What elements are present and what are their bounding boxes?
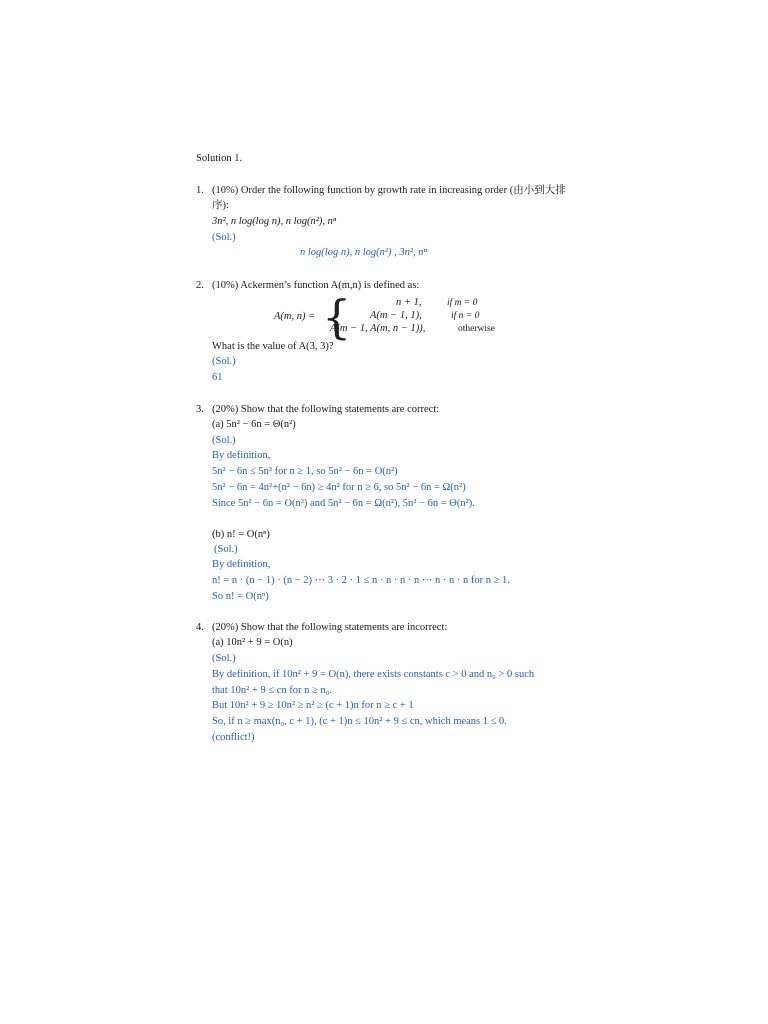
q3-prompt: (20%) Show that the following statements are correct: bbox=[212, 404, 440, 415]
q4-line3: But 10n² + 9 ≥ 10n² ≥ n² ≥ (c + 1)n for n ≥ c + 1 bbox=[212, 700, 414, 711]
q1-number: 1. bbox=[196, 185, 204, 196]
q1-functions: 3n², n log(log n), n log(n²), nⁿ bbox=[212, 216, 337, 227]
q2-brace: { bbox=[322, 290, 352, 344]
q4-number: 4. bbox=[196, 622, 204, 633]
q2-number: 2. bbox=[196, 280, 204, 291]
q3b-statement: (b) n! = O(nⁿ) bbox=[212, 529, 270, 540]
q1-sol-label: (Sol.) bbox=[212, 232, 236, 243]
q3a-line3: 5n² − 6n = 4n²+(n² − 6n) ≥ 4n² for n ≥ 6, so 5n² − 6n = Ω(n²) bbox=[212, 482, 466, 493]
q2-cond2: if n = 0 bbox=[451, 311, 480, 321]
q3a-line1: By definition, bbox=[212, 450, 271, 461]
q3-number: 3. bbox=[196, 404, 204, 415]
q4-line5: (conflict!) bbox=[212, 732, 255, 743]
q3a-line4: Since 5n² − 6n = O(n²) and 5n² − 6n = Ω(n²), 5n² − 6n = Θ(n²). bbox=[212, 498, 475, 509]
q2-cond1: if m = 0 bbox=[447, 298, 478, 308]
q2-lhs: A(m, n) = bbox=[274, 311, 316, 322]
q4-line4: So, if n ≥ max(n₀, c + 1), (c + 1)n ≤ 10n² + 9 ≤ cn, which means 1 ≤ 0. bbox=[212, 716, 507, 727]
q2-case3: A(m − 1, A(m, n − 1)), bbox=[330, 323, 426, 334]
solution-title: Solution 1. bbox=[196, 153, 243, 164]
q2-sol-label: (Sol.) bbox=[212, 356, 236, 367]
q3a-statement: (a) 5n² − 6n = Θ(n²) bbox=[212, 419, 296, 430]
q3a-sol-label: (Sol.) bbox=[212, 435, 236, 446]
q3b-line3: So n! = O(nⁿ) bbox=[212, 591, 269, 602]
q2-cond3: otherwise bbox=[458, 324, 495, 334]
q2-case1: n + 1, bbox=[396, 297, 422, 308]
q4-sol-label: (Sol.) bbox=[212, 653, 236, 664]
q1-prompt: (10%) Order the following function by growth rate in increasing order (由小到大排 bbox=[212, 185, 566, 196]
q2-question: What is the value of A(3, 3)? bbox=[212, 341, 334, 352]
q3b-line1: By definition, bbox=[212, 559, 271, 570]
q2-prompt: (10%) Ackermen’s function A(m,n) is defined as: bbox=[212, 280, 420, 291]
q2-answer: 61 bbox=[212, 372, 223, 383]
q4a-statement: (a) 10n² + 9 = O(n) bbox=[212, 637, 293, 648]
q2-case2: A(m − 1, 1), bbox=[370, 310, 422, 321]
q3b-sol-label: (Sol.) bbox=[214, 544, 238, 555]
q3b-line2: n! = n · (n − 1) · (n − 2) ⋯ 3 · 2 · 1 ≤ n · n · n · n ⋯ n · n · n for n ≥ 1. bbox=[212, 575, 510, 586]
q1-answer: n log(log n), n log(n²) , 3n², nⁿ bbox=[300, 247, 427, 258]
q4-line2: that 10n² + 9 ≤ cn for n ≥ n₀. bbox=[212, 685, 332, 696]
q3a-line2: 5n² − 6n ≤ 5n² for n ≥ 1, so 5n² − 6n = O(n²) bbox=[212, 466, 398, 477]
q1-prompt-cont: 序): bbox=[212, 200, 229, 211]
q4-line1: By definition, if 10n² + 9 = O(n), there exists constants c > 0 and n₀ > 0 such bbox=[212, 669, 535, 680]
q4-prompt: (20%) Show that the following statements are incorrect: bbox=[212, 622, 448, 633]
